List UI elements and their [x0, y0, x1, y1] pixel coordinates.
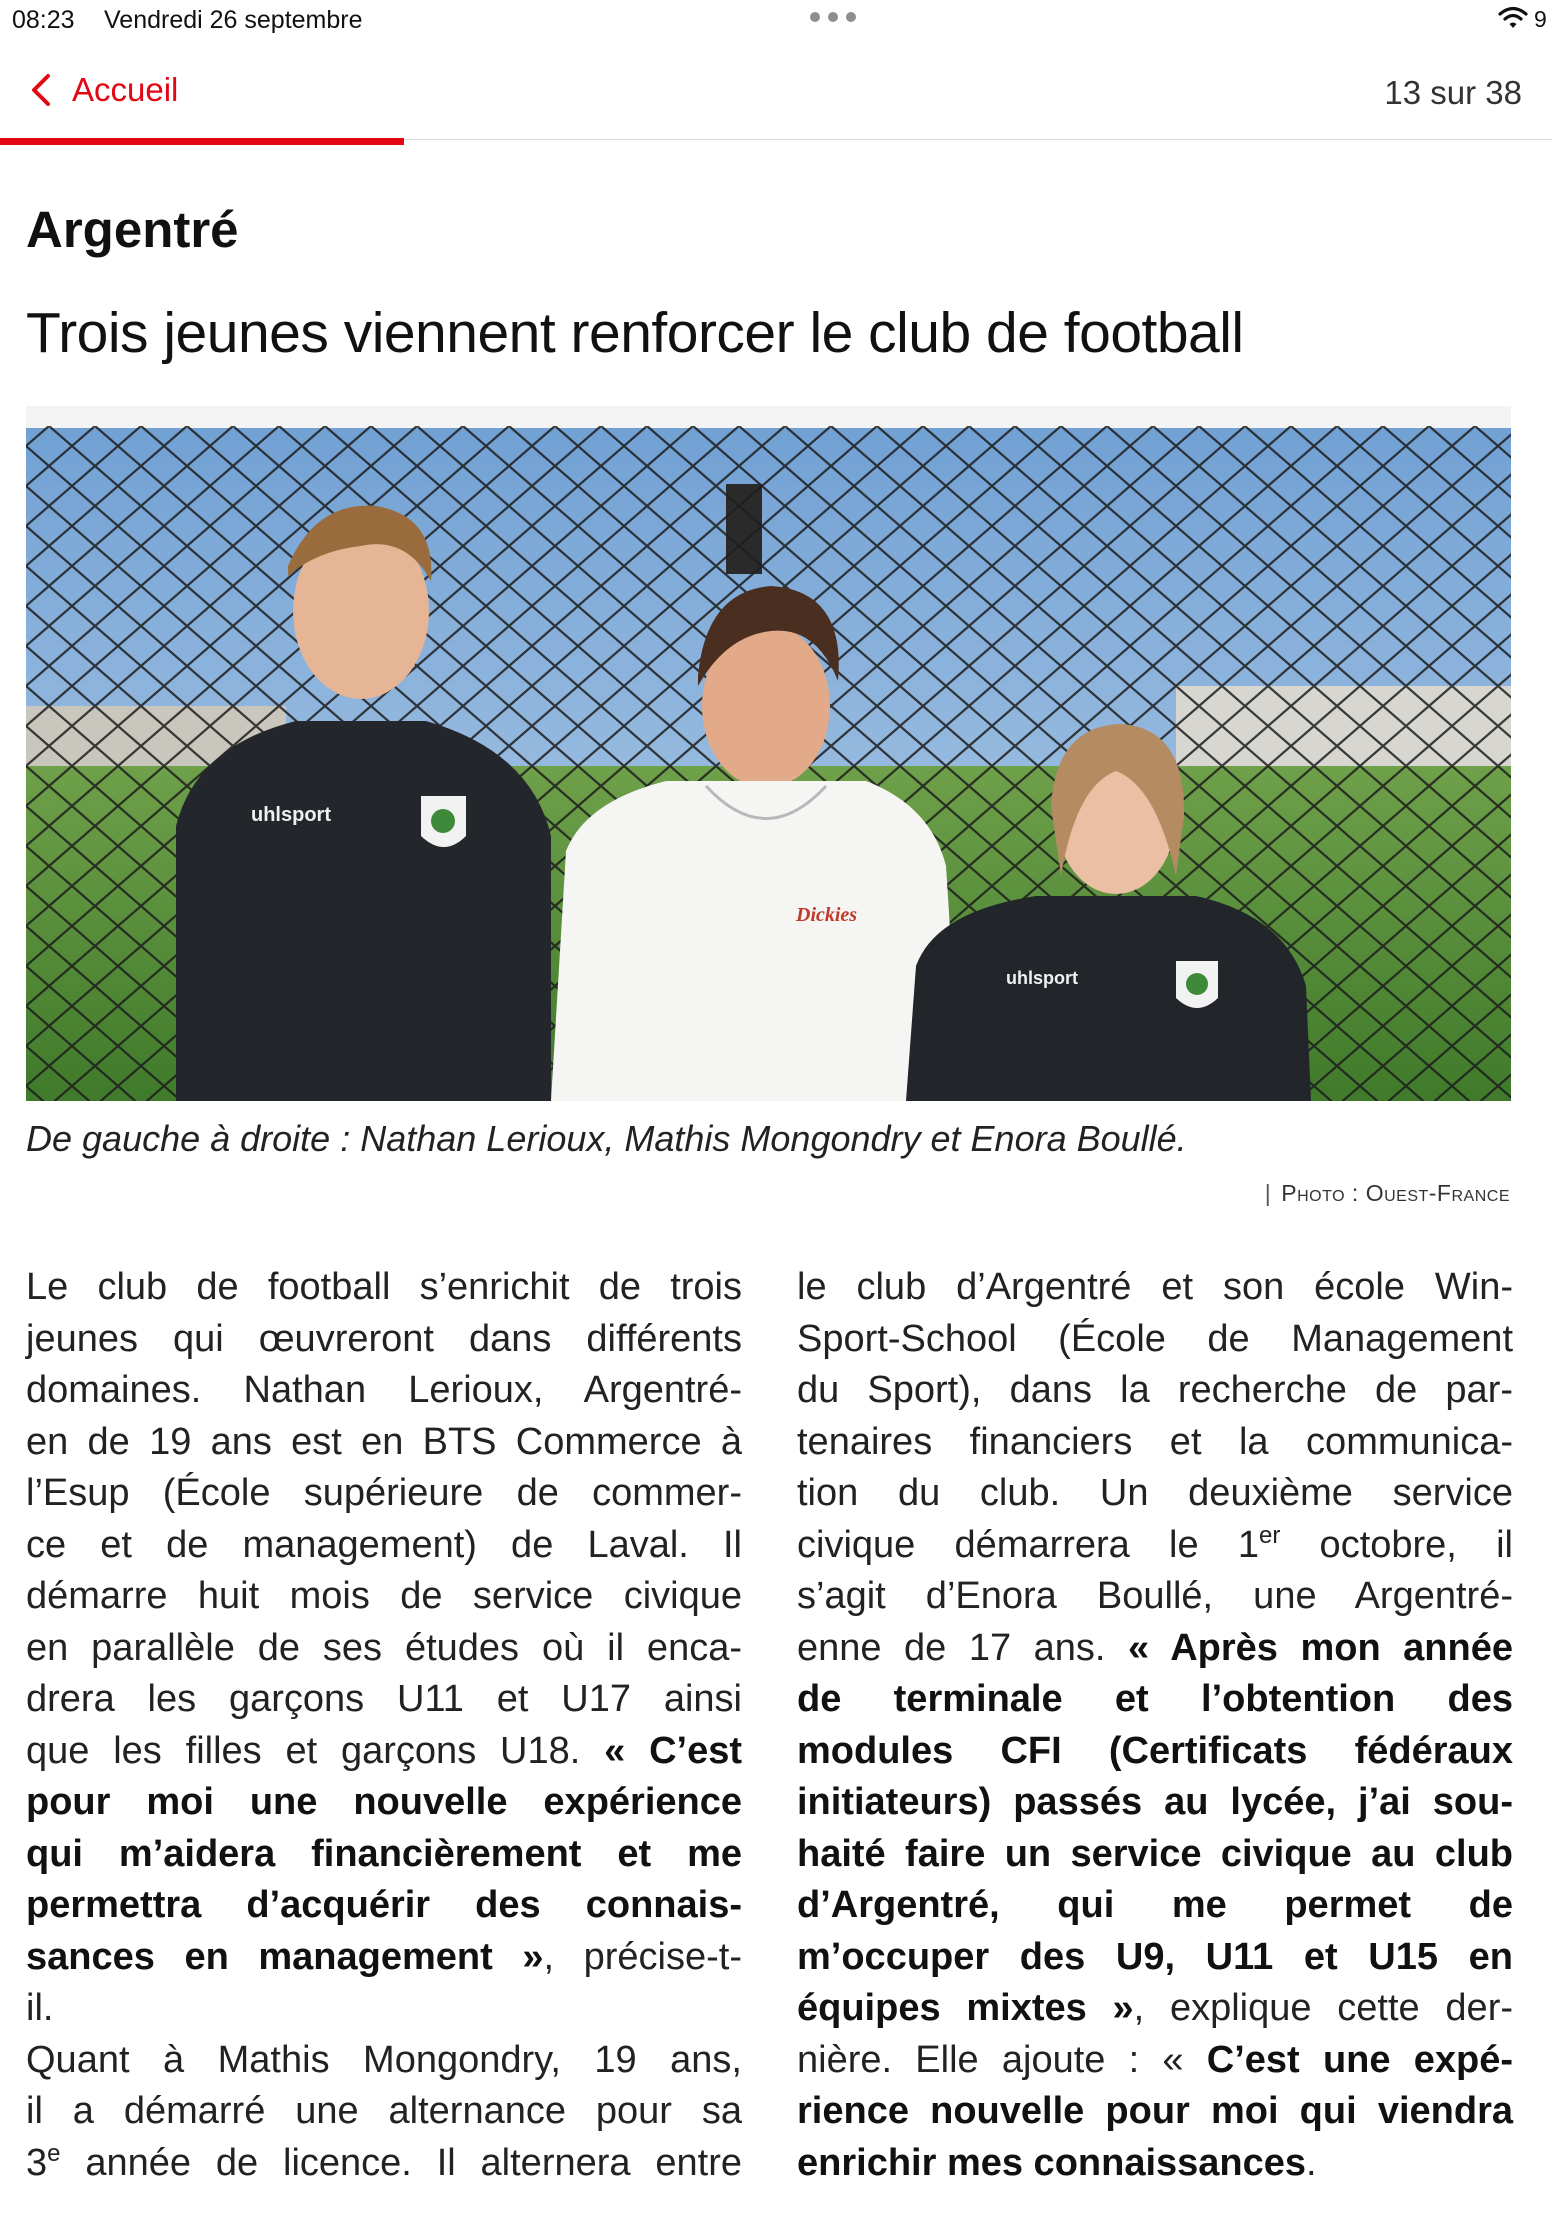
- photo-credit: [1265, 1180, 1510, 1207]
- body-text: l’Esup (École supérieure de commer-: [26, 1472, 742, 1514]
- quote-text: « Après mon année: [1105, 1626, 1513, 1669]
- navigation-bar: [0, 40, 1552, 140]
- article-text-line: [797, 1623, 1513, 1675]
- reading-progress-bar: [0, 138, 1552, 145]
- article-column-left: [26, 1262, 742, 2189]
- quote-text: sances en management »: [26, 1935, 544, 1978]
- article-text-line: [26, 1932, 742, 1984]
- superscript: e: [47, 2139, 61, 2167]
- body-text: 3: [26, 2141, 48, 2184]
- body-text: enne de 17 ans.: [797, 1626, 1106, 1669]
- quote-text: haité faire un service civique au club: [797, 1832, 1513, 1875]
- article-text-line: [797, 1983, 1513, 2035]
- body-text: domaines. Nathan Lerioux, Argentré-: [26, 1369, 742, 1411]
- article-text-line: [26, 1520, 742, 1572]
- article-text-line: [26, 1571, 742, 1623]
- quote-text: m’occuper des U9, U11 et U15 en: [797, 1935, 1513, 1978]
- body-text: en parallèle de ses études où il enca-: [26, 1626, 742, 1669]
- article-text-line: [797, 1674, 1513, 1726]
- credit-separator: |: [1264, 1180, 1272, 1206]
- reading-progress-fill: [0, 138, 404, 145]
- article-text-line: [797, 1417, 1513, 1469]
- body-text: année de licence. Il alternera entre: [60, 2141, 742, 2184]
- quote-text: C’est une expé-: [1183, 2038, 1513, 2081]
- body-text: que les filles et garçons U18.: [26, 1729, 581, 1772]
- article-text-line: [26, 1417, 742, 1469]
- quote-text: « C’est: [580, 1729, 743, 1772]
- battery-level: 9: [1534, 6, 1547, 32]
- article-text-line: [26, 1726, 742, 1778]
- article-text-line: [26, 1314, 742, 1366]
- article-text-line: [26, 1777, 742, 1829]
- article-text-line: [797, 1365, 1513, 1417]
- article-text-line: [797, 1880, 1513, 1932]
- article-text-line: [26, 1829, 742, 1881]
- body-text: Quant à Mathis Mongondry, 19 ans,: [26, 2038, 742, 2081]
- body-text: le club d’Argentré et son école Win-: [797, 1266, 1513, 1308]
- credit-text: Photo : Ouest-France: [1281, 1180, 1510, 1206]
- article-text-line: [26, 1880, 742, 1932]
- quote-text: de terminale et l’obtention des: [797, 1678, 1513, 1720]
- quote-text: enrichir mes connaissances: [797, 2141, 1307, 2184]
- article-photo[interactable]: [26, 406, 1511, 1101]
- body-text: il.: [26, 1987, 54, 2029]
- article-text-line: [797, 1262, 1513, 1314]
- article-text-line: [26, 1623, 742, 1675]
- body-text: tenaires financiers et la communica-: [797, 1420, 1513, 1463]
- article-text-line: [26, 2035, 742, 2087]
- body-text: .: [1306, 2141, 1317, 2184]
- article-text-line: [797, 1520, 1513, 1572]
- article-text-line: [797, 2086, 1513, 2138]
- body-text: octobre, il: [1280, 1523, 1513, 1566]
- article-text-line: [797, 1932, 1513, 1984]
- wifi-icon: [1498, 6, 1528, 30]
- body-text: jeunes qui œuvreront dans différents: [26, 1317, 742, 1360]
- chevron-left-icon: [28, 72, 56, 108]
- body-text: en de 19 ans est en BTS Commerce à: [26, 1420, 742, 1463]
- superscript: er: [1258, 1521, 1281, 1549]
- article-headline: Trois jeunes viennent renforcer le club de football: [26, 301, 1244, 365]
- body-text: du Sport), dans la recherche de par-: [797, 1369, 1513, 1411]
- article-text-line: [797, 1777, 1513, 1829]
- body-text: il a démarré une alternance pour sa: [26, 2090, 742, 2132]
- article-text-line: [26, 2138, 742, 2190]
- body-text: démarre huit mois de service civique: [26, 1575, 742, 1617]
- quote-text: qui m’aidera financièrement et me: [26, 1832, 742, 1875]
- body-text: , précise-t-: [543, 1935, 742, 1978]
- status-bar: [0, 0, 1552, 40]
- quote-text: initiateurs) passés au lycée, j’ai sou-: [797, 1781, 1513, 1823]
- article-text-line: [26, 1468, 742, 1520]
- body-text: , explique cette der-: [1133, 1987, 1513, 2029]
- article-text-line: [797, 1829, 1513, 1881]
- article-text-line: [26, 1983, 742, 2035]
- article-text-line: [26, 1262, 742, 1314]
- quote-text: permettra d’acquérir des connais-: [26, 1884, 742, 1926]
- body-text: civique démarrera le 1: [797, 1523, 1259, 1566]
- quote-text: d’Argentré, qui me permet de: [797, 1884, 1513, 1926]
- body-text: tion du club. Un deuxième service: [797, 1472, 1513, 1514]
- article-text-line: [797, 2035, 1513, 2087]
- article-text-line: [797, 1726, 1513, 1778]
- page-counter: 13 sur 38: [1384, 74, 1522, 111]
- photo-caption: De gauche à droite : Nathan Lerioux, Mathis Mongondry et Enora Boullé.: [26, 1118, 1187, 1159]
- svg-text:uhlsport: uhlsport: [1006, 968, 1078, 988]
- body-text: Sport-School (École de Management: [797, 1317, 1513, 1360]
- quote-text: rience nouvelle pour moi qui viendra: [797, 2090, 1513, 2132]
- article-column-right: [797, 1262, 1513, 2189]
- quote-text: modules CFI (Certificats fédéraux: [797, 1729, 1513, 1772]
- body-text: drera les garçons U11 et U17 ainsi: [26, 1678, 742, 1720]
- article-text-line: [797, 2138, 1513, 2190]
- body-text: s’agit d’Enora Boullé, une Argentré-: [797, 1575, 1513, 1617]
- svg-text:uhlsport: uhlsport: [251, 804, 331, 826]
- quote-text: équipes mixtes »: [797, 1987, 1134, 2029]
- back-label: Accueil: [72, 71, 179, 108]
- article-text-line: [26, 1674, 742, 1726]
- article-text-line: [797, 1571, 1513, 1623]
- status-time: 08:23: [12, 6, 75, 34]
- article-kicker: Argentré: [26, 201, 239, 258]
- multitasking-dots-icon[interactable]: [810, 8, 856, 22]
- body-text: ce et de management) de Laval. Il: [26, 1523, 742, 1566]
- body-text: nière. Elle ajoute : «: [797, 2038, 1184, 2081]
- body-text: Le club de football s’enrichit de trois: [26, 1266, 742, 1308]
- article-text-line: [26, 1365, 742, 1417]
- article-text-line: [797, 1468, 1513, 1520]
- article-text-line: [797, 1314, 1513, 1366]
- svg-text:Dickies: Dickies: [796, 904, 858, 926]
- article-text-line: [26, 2086, 742, 2138]
- status-date: Vendredi 26 septembre: [104, 6, 363, 34]
- back-button[interactable]: [28, 68, 178, 112]
- quote-text: pour moi une nouvelle expérience: [26, 1781, 742, 1823]
